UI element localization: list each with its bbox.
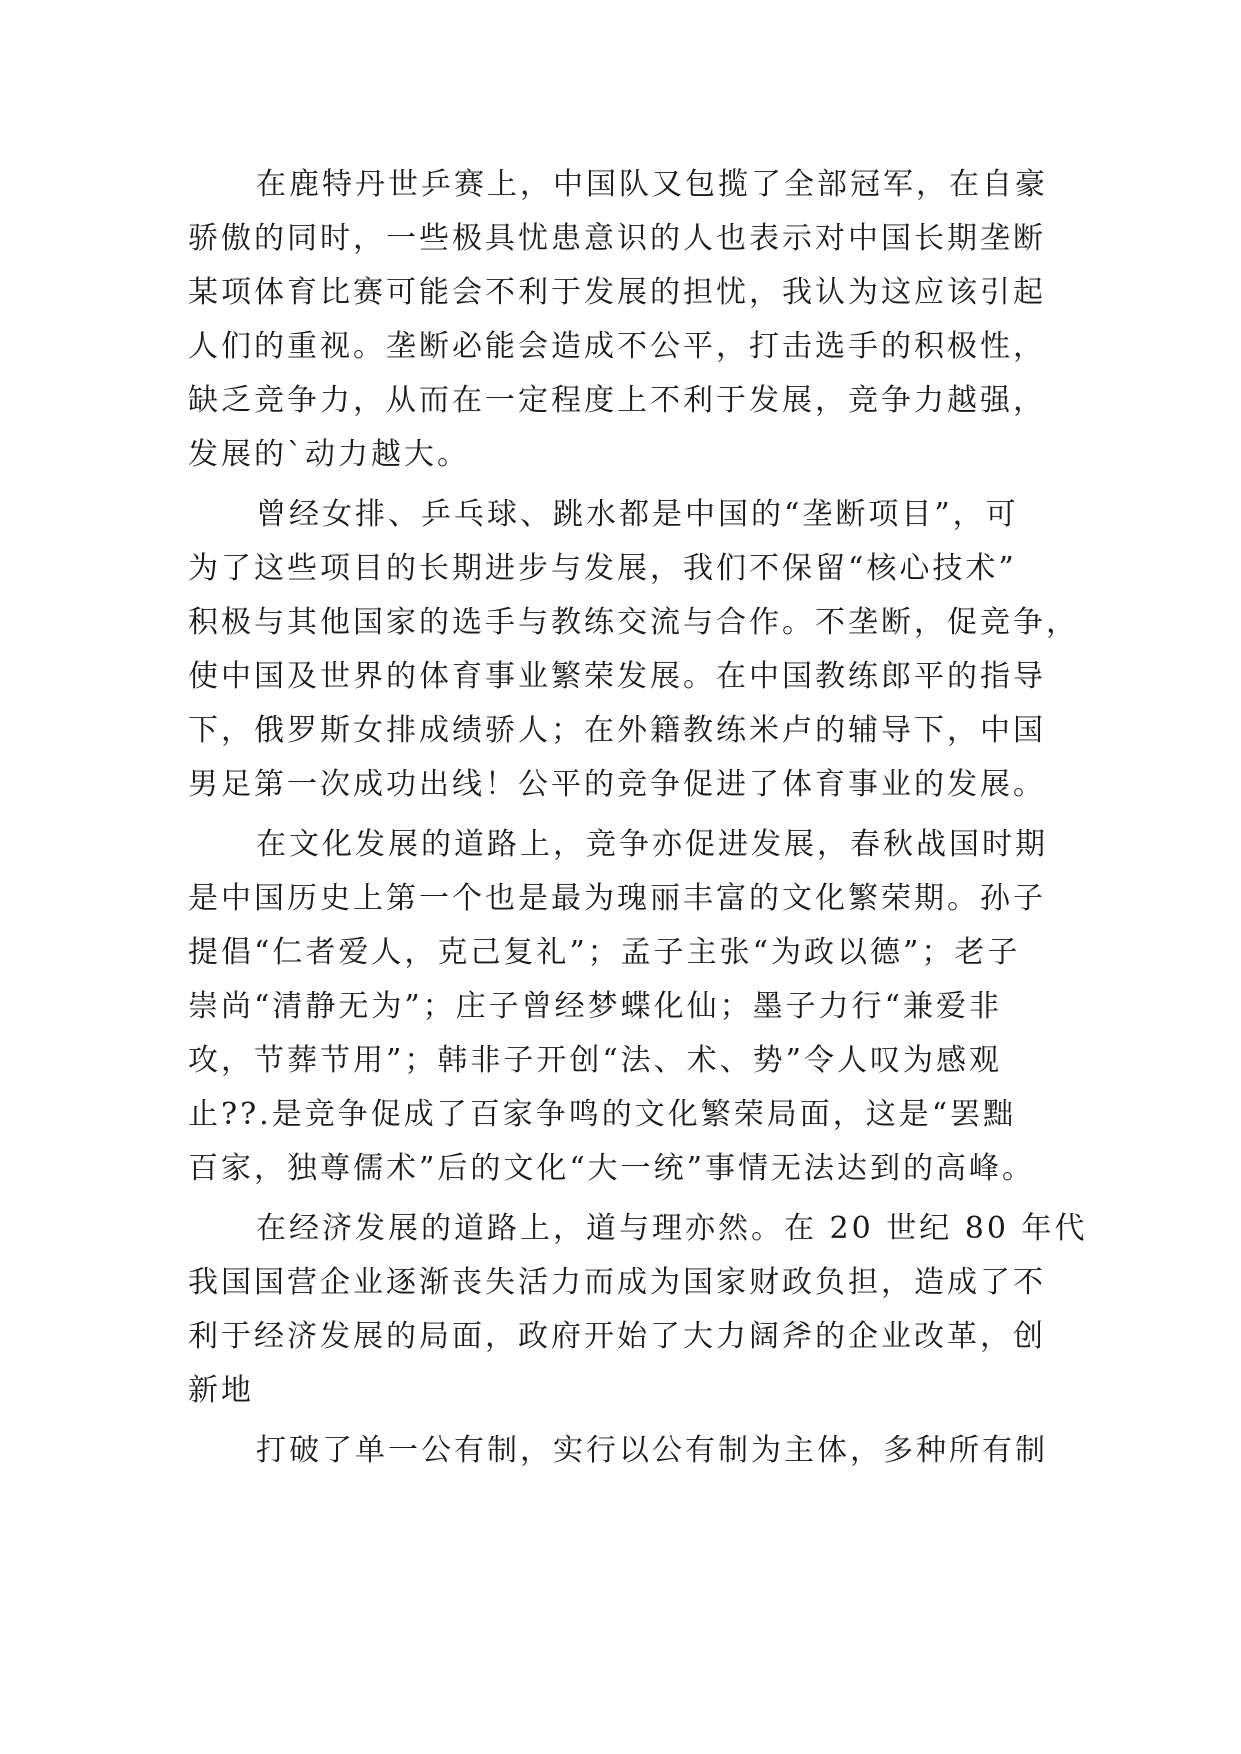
text-line: 利于经济发展的局面，政府开始了大力阔斧的企业改革，创 xyxy=(188,1319,1046,1354)
text-line: 提倡“仁者爱人，克己复礼”；孟子主张“为政以德”；老子 xyxy=(188,935,1021,970)
document-body xyxy=(188,158,1088,1478)
paragraph xyxy=(188,818,1048,1196)
text-line: 攻，节葬节用”；韩非子开创“法、术、势”令人叹为感观 xyxy=(188,1043,1003,1078)
text-line: 某项体育比赛可能会不利于发展的担忧，我认为这应该引起 xyxy=(188,275,1046,310)
text-line: 下，俄罗斯女排成绩骄人；在外籍教练米卢的辅导下，中国 xyxy=(188,713,1046,748)
text-line: 崇尚“清静无为”；庄子曾经梦蝶化仙；墨子力行“兼爱非 xyxy=(188,989,1003,1024)
paragraph xyxy=(188,1202,1088,1418)
text-line: 百家，独尊儒术”后的文化“大一统”事情无法达到的高峰。 xyxy=(188,1151,1036,1186)
text-line: 新地 xyxy=(188,1373,254,1408)
text-line: 使中国及世界的体育事业繁荣发展。在中国教练郎平的指导 xyxy=(188,659,1046,694)
paragraph xyxy=(188,158,1048,482)
text-line: 打破了单一公有制，实行以公有制为主体，多种所有制 xyxy=(256,1433,1048,1468)
text-line: 曾经女排、乒乓球、跳水都是中国的“垄断项目”，可 xyxy=(256,497,1019,532)
text-line: 发展的`动力越大。 xyxy=(188,437,470,472)
text-line: 男足第一次成功出线！公平的竞争促进了体育事业的发展。 xyxy=(188,767,1046,802)
paragraph xyxy=(188,488,1079,812)
text-line: 在文化发展的道路上，竞争亦促进发展，春秋战国时期 xyxy=(256,827,1048,862)
text-line: 是中国历史上第一个也是最为瑰丽丰富的文化繁荣期。孙子 xyxy=(188,881,1046,916)
text-line: 为了这些项目的长期进步与发展，我们不保留“核心技术” xyxy=(188,551,1017,586)
text-line: 止??.是竞争促成了百家争鸣的文化繁荣局面，这是“罢黜 xyxy=(188,1097,1017,1132)
text-line: 骄傲的同时，一些极具忧患意识的人也表示对中国长期垄断 xyxy=(188,221,1046,256)
paragraph xyxy=(188,1424,1048,1478)
text-line: 在鹿特丹世乒赛上，中国队又包揽了全部冠军，在自豪 xyxy=(256,167,1048,202)
text-line: 在经济发展的道路上，道与理亦然。在 20 世纪 80 年代 xyxy=(256,1211,1088,1246)
text-line: 人们的重视。垄断必能会造成不公平，打击选手的积极性， xyxy=(188,329,1046,364)
text-line: 缺乏竞争力，从而在一定程度上不利于发展，竞争力越强， xyxy=(188,383,1046,418)
text-line: 积极与其他国家的选手与教练交流与合作。不垄断，促竞争， xyxy=(188,605,1079,640)
text-line: 我国国营企业逐渐丧失活力而成为国家财政负担，造成了不 xyxy=(188,1265,1046,1300)
